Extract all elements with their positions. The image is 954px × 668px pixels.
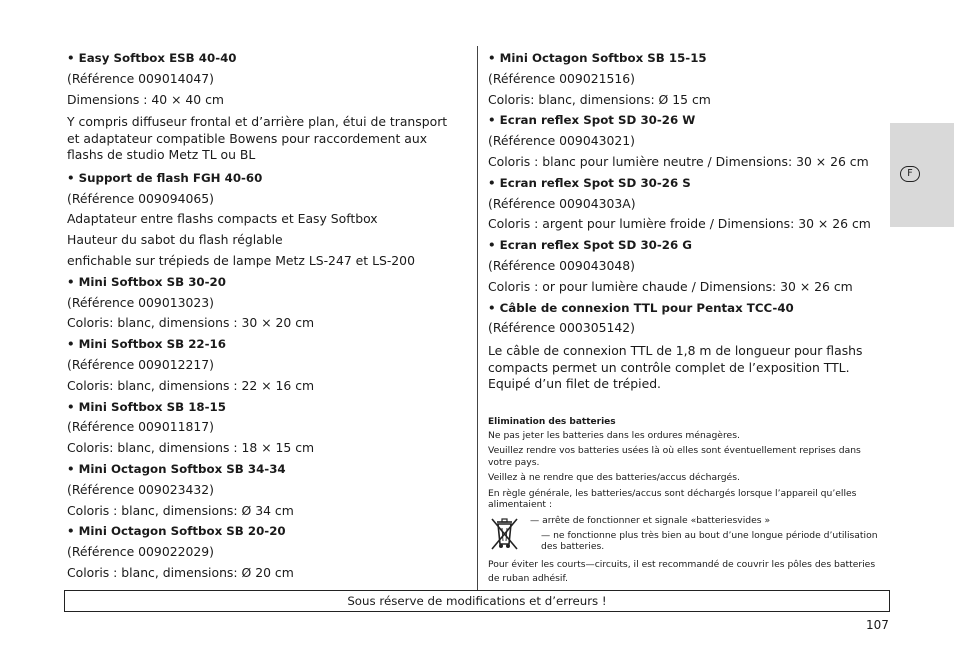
product-description: Y compris diffuseur frontal et d’arrière plan, étui de transport et adaptateur compatible Bowens pour raccordement aux flashs de studio Metz TL ou BL: [67, 114, 448, 163]
product-heading: • Mini Octagon Softbox SB 20-20: [67, 524, 286, 539]
product-heading: • Mini Softbox SB 22-16: [67, 337, 226, 352]
battery-paragraph: Veuillez rendre vos batteries usées là où elles sont éventuellement reprises dans votre pays.: [488, 445, 861, 468]
product-detail-line: Coloris: blanc, dimensions : 22 × 16 cm: [67, 377, 315, 393]
product-heading: • Ecran reflex Spot SD 30-26 W: [488, 113, 696, 128]
battery-heading: Elimination des batteries: [488, 416, 616, 427]
battery-condition-item: — ne fonctionne plus très bien au bout d’une longue période d’utilisation des batteries.: [541, 529, 878, 553]
right-accessory-list: [488, 48, 883, 397]
battery-conditions: [530, 515, 883, 557]
product-heading: • Mini Softbox SB 30-20: [67, 274, 226, 289]
product-detail-line: (Référence 00904303A): [488, 195, 636, 211]
battery-disposal-row: [488, 515, 883, 557]
product-heading: • Support de flash FGH 40-60: [67, 170, 263, 185]
product-detail-line: Coloris : argent pour lumière froide / Dimensions: 30 × 26 cm: [488, 216, 871, 232]
product-detail-line: (Référence 000305142): [488, 320, 635, 336]
footer-notice: Sous réserve de modifications et d’erreurs !: [64, 590, 890, 612]
product-detail-line: Coloris: blanc, dimensions : 30 × 20 cm: [67, 315, 315, 331]
right-column: [488, 48, 883, 586]
battery-paragraph: Ne pas jeter les batteries dans les ordures ménagères.: [488, 429, 740, 441]
battery-paragraph: Veillez à ne rendre que des batteries/accus déchargés.: [488, 472, 740, 484]
product-heading: • Mini Octagon Softbox SB 34-34: [67, 462, 286, 477]
product-detail-line: (Référence 009013023): [67, 294, 214, 310]
battery-final-note: Pour éviter les courts—circuits, il est recommandé de couvrir les pôles des batteries de ruban adhésif.: [488, 559, 876, 585]
product-detail-line: (Référence 009043048): [488, 257, 635, 273]
product-detail-line: (Référence 009011817): [67, 419, 214, 435]
page-number: 107: [866, 618, 889, 632]
product-detail-line: enfichable sur trépieds de lampe Metz LS-247 et LS-200: [67, 253, 415, 269]
product-detail-line: Coloris: blanc, dimensions: Ø 15 cm: [488, 91, 711, 107]
product-detail-line: Hauteur du sabot du flash réglable: [67, 232, 283, 248]
product-detail-line: Coloris : or pour lumière chaude / Dimensions: 30 × 26 cm: [488, 278, 853, 294]
product-heading: • Mini Softbox SB 18-15: [67, 399, 226, 414]
product-detail-line: (Référence 009022029): [67, 544, 214, 560]
product-detail-line: (Référence 009012217): [67, 357, 214, 373]
battery-section: [488, 417, 883, 587]
product-detail-line: (Référence 009021516): [488, 70, 635, 86]
battery-paragraph: En règle générale, les batteries/accus sont déchargés lorsque l’appareil qu’elles alimentaient :: [488, 487, 857, 511]
battery-condition-item: — arrête de fonctionner et signale «batteriesvides »: [530, 514, 771, 526]
product-detail-line: Coloris: blanc, dimensions : 18 × 15 cm: [67, 440, 315, 456]
product-detail-line: Coloris : blanc, dimensions: Ø 20 cm: [67, 565, 294, 581]
crossed-bin-icon: [488, 515, 522, 553]
product-detail-line: (Référence 009043021): [488, 133, 635, 149]
product-detail-line: Adaptateur entre flashs compacts et Easy Softbox: [67, 211, 378, 227]
product-detail-line: (Référence 009014047): [67, 70, 214, 86]
product-heading: • Câble de connexion TTL pour Pentax TCC-40: [488, 300, 794, 315]
product-detail-line: Coloris : blanc pour lumière neutre / Dimensions: 30 × 26 cm: [488, 153, 869, 169]
product-heading: • Mini Octagon Softbox SB 15-15: [488, 51, 707, 65]
left-column: [67, 48, 462, 584]
language-tab-letter: F: [900, 166, 920, 182]
product-heading: • Ecran reflex Spot SD 30-26 S: [488, 175, 691, 190]
product-description: Le câble de connexion TTL de 1,8 m de longueur pour flashs compacts permet un contrôle complet de l’exposition TTL. Equipé d’un filet de trépied.: [488, 343, 863, 392]
product-heading: • Ecran reflex Spot SD 30-26 G: [488, 238, 692, 253]
product-detail-line: (Référence 009094065): [67, 190, 214, 206]
product-detail-line: (Référence 009023432): [67, 481, 214, 497]
product-detail-line: Coloris : blanc, dimensions: Ø 34 cm: [67, 502, 294, 518]
product-heading: • Easy Softbox ESB 40-40: [67, 51, 237, 65]
column-divider: [477, 46, 478, 590]
product-detail-line: Dimensions : 40 × 40 cm: [67, 91, 224, 107]
